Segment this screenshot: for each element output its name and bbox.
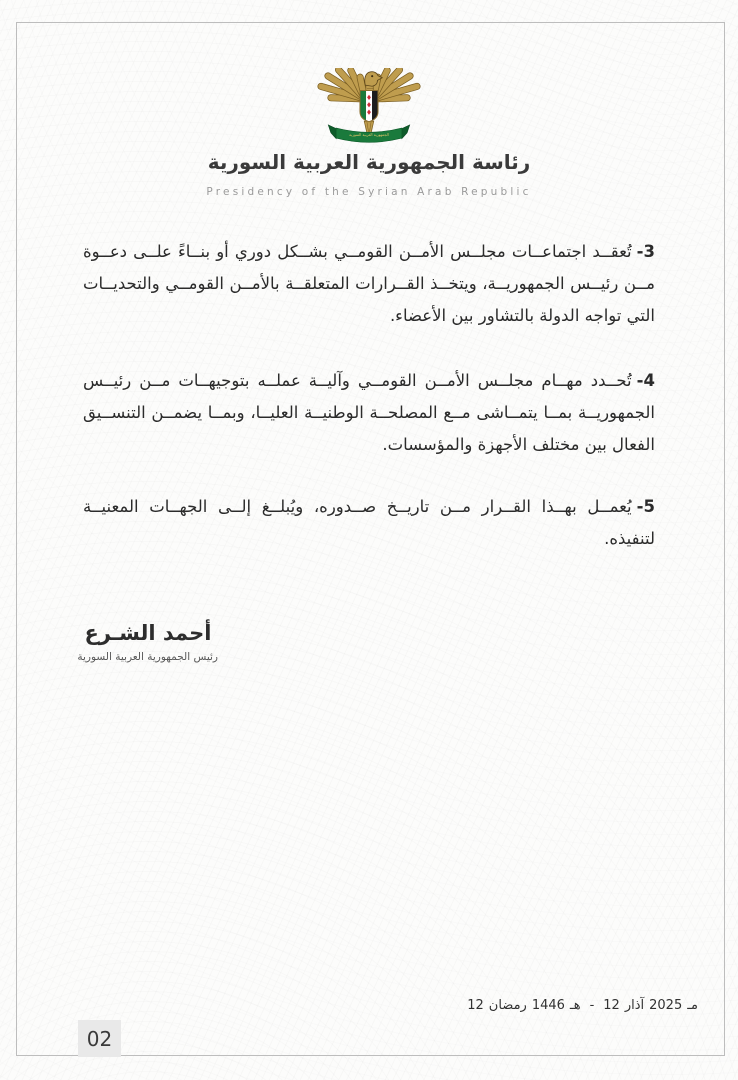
paragraph-number: 3- bbox=[636, 242, 655, 261]
paragraph-number: 5- bbox=[636, 497, 655, 516]
footer-date bbox=[467, 998, 698, 1013]
decree-body bbox=[83, 236, 655, 555]
paragraph-text: تُعقــد اجتماعــات مجلــس الأمــن القومــي بشــكل دوري أو بنــاءً علــى دعــوة مــن رئيــس الجمهوريــة، ويتخــذ القــرارات المتعلقــة بالأمــن القومــي والتحديــات التي تواجه الدولة بالتشاور بين الأعضاء. bbox=[83, 242, 655, 325]
decree-paragraph-4 bbox=[83, 365, 655, 461]
syrian-eagle-emblem-icon bbox=[315, 68, 423, 150]
date-part-gregorian-era: مـ bbox=[687, 998, 698, 1013]
date-part-hijri-day: 12 bbox=[467, 998, 484, 1013]
page-number-badge: 02 bbox=[78, 1020, 121, 1057]
header-subtitle-english: Presidency of the Syrian Arab Republic bbox=[206, 186, 532, 198]
signature-name: أحمد الشـرع bbox=[84, 621, 212, 645]
paragraph-text: يُعمــل بهــذا القــرار مــن تاريــخ صــدوره، ويُبلــغ إلــى الجهــات المعنيــة لتنفيذه. bbox=[83, 497, 655, 548]
date-part-gregorian-month: آذار bbox=[624, 998, 645, 1013]
date-part-gregorian-year: 2025 bbox=[649, 998, 683, 1013]
header-title-arabic: رئاسة الجمهورية العربية السورية bbox=[207, 150, 531, 174]
date-separator: - bbox=[589, 998, 595, 1013]
date-part-hijri-month: رمضان bbox=[488, 998, 527, 1013]
date-part-hijri-era: هـ bbox=[569, 998, 581, 1013]
paragraph-number: 4- bbox=[636, 371, 655, 390]
decree-paragraph-5 bbox=[83, 491, 655, 555]
decree-paragraph-3 bbox=[83, 236, 655, 332]
paragraph-text: تُحــدد مهــام مجلــس الأمــن القومــي وآليــة عملــه بتوجيهــات مــن رئيــس الجمهوريــة بمــا يتمــاشى مــع المصلحــة الوطنيــة العليــا، وبمــا يضمــن التنســيق الفعال بين مختلف الأجهزة والمؤسسات. bbox=[83, 371, 655, 454]
emblem-banner-text: الجمهورية العربية السورية bbox=[349, 133, 389, 137]
signature-block bbox=[78, 620, 218, 663]
signature-title: رئيس الجمهورية العربية السورية bbox=[77, 651, 218, 663]
date-part-gregorian-day: 12 bbox=[603, 998, 620, 1013]
date-part-hijri-year: 1446 bbox=[531, 998, 565, 1013]
